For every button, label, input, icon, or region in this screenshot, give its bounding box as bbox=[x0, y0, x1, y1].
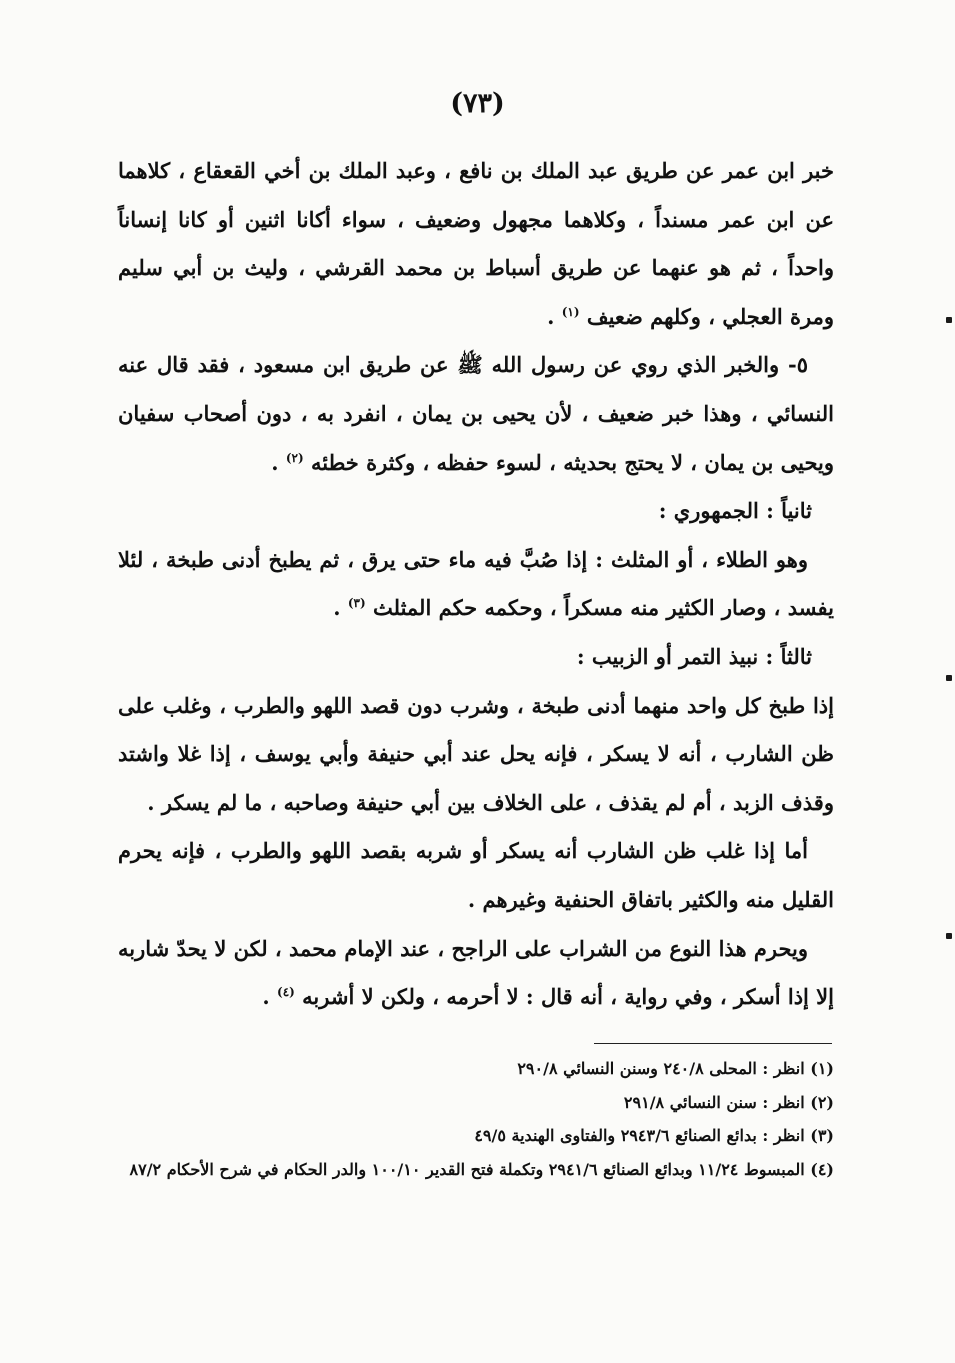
paragraph-3 bbox=[118, 536, 834, 633]
paragraph-6 bbox=[118, 925, 834, 1022]
footnote-ref-1: (١) bbox=[561, 304, 580, 319]
paragraph-1-end: . bbox=[547, 303, 562, 329]
paragraph-3-end: . bbox=[333, 595, 348, 621]
footnote-4: (٤) المبسوط ١١/٢٤ وبدائع الصنائع ٢٩٤١/٦ وتكملة فتح القدير ١٠٠/١٠ والدر الحكام في شرح الأحكام ٨٧/٢ bbox=[129, 1159, 834, 1179]
footnote-3: (٣) انظر : بدائع الصنائع ٢٩٤٣/٦ والفتاوى الهندية ٤٩/٥ bbox=[474, 1126, 834, 1145]
paragraph-2 bbox=[118, 341, 834, 487]
paragraph-5: أما إذا غلب ظن الشارب أنه يسكر أو شربه بقصد اللهو والطرب ، فإنه يحرم القليل منه والكثير باتفاق الحنفية وغيرهم . bbox=[118, 838, 834, 912]
section-heading-third: ثالثاً : نبيذ التمر أو الزبيب : bbox=[576, 643, 812, 669]
footnote-ref-3: (٣) bbox=[347, 596, 366, 611]
footnote-divider bbox=[594, 1043, 832, 1044]
footnote-ref-4: (٤) bbox=[277, 985, 295, 1000]
scan-speck bbox=[946, 933, 952, 939]
paragraph-1 bbox=[118, 147, 834, 341]
paragraph-2-end: . bbox=[271, 449, 286, 475]
section-heading-second: ثانياً : الجمهوري : bbox=[658, 498, 812, 524]
footnotes bbox=[122, 1052, 834, 1186]
scan-speck bbox=[946, 675, 952, 681]
page-number: (٧٣) bbox=[450, 88, 505, 119]
footnote-ref-2: (٢) bbox=[285, 450, 304, 465]
paragraph-4: إذا طبخ كل واحد منهما أدنى طبخة ، وشرب دون قصد اللهو والطرب ، وغلب على ظن الشارب ، أنه لا يسكر ، فإنه يحل عند أبي حنيفة وأبي يوسف ، إذا غلا واشتد وقذف الزبد ، أم لم يقذف ، على الخلاف بين أبي حنيفة وصاحبه ، ما لم يسكر . bbox=[118, 692, 834, 815]
paragraph-1-text: خبر ابن عمر عن طريق عبد الملك بن نافع ، وعبد الملك بن أخي القعقاع ، كلاهما عن ابن عمر مسنداً ، وكلاهما مجهول وضعيف ، سواء أكانا اثنين أو كانا إنساناً واحداً ، ثم هو عنهما عن طريق أسباط بن محمد القرشي ، وليث بن أبي سليم ومرة العجلي ، وكلهم ضعيف bbox=[118, 158, 834, 329]
paragraph-6-text: ويحرم هذا النوع من الشراب على الراجح ، عند الإمام محمد ، لكن لا يحدّ شاربه إلا إذا أسكر ، وفي رواية ، أنه قال : لا أحرمه ، ولكن لا أشربه bbox=[118, 935, 834, 1010]
paragraph-6-end: . bbox=[262, 984, 278, 1010]
paragraph-2-text: ٥- والخبر الذي روي عن رسول الله ﷺ عن طريق ابن مسعود ، فقد قال عنه النسائي ، وهذا خبر ضعيف ، لأن يحيى بن يمان ، انفرد به ، دون أصحاب سفيان ويحيى بن يمان ، لا يحتج بحديثه ، لسوء حفظه ، وكثرة خطئه bbox=[118, 352, 834, 475]
paragraph-3-text: وهو الطلاء ، أو المثلث : إذا صُبَّ فيه ماء حتى يرق ، ثم يطبخ أدنى طبخة ، لئلا يفسد ، وصار الكثير منه مسكراً ، وحكمه حكم المثلث bbox=[118, 546, 834, 621]
main-text bbox=[118, 147, 834, 1022]
footnote-2: (٢) انظر : سنن النسائي ٢٩١/٨ bbox=[623, 1092, 834, 1112]
scan-speck bbox=[946, 317, 952, 323]
footnote-1: (١) انظر : المحلى ٢٤٠/٨ وسنن النسائي ٢٩٠/٨ bbox=[517, 1059, 834, 1078]
